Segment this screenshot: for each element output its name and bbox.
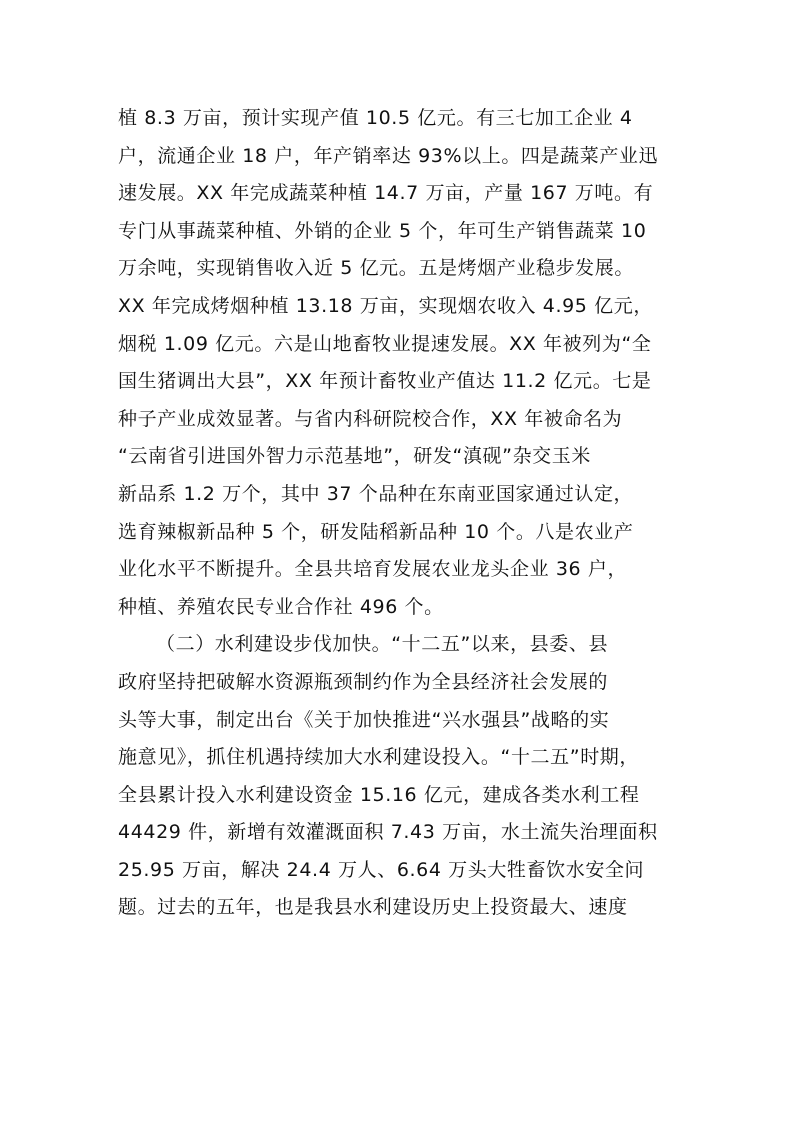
text-line: “云南省引进国外智力示范基地”，研发“滇砚”杂交玉米 bbox=[118, 445, 591, 468]
text-line: 全县累计投入水利建设资金 15.16 亿元，建成各类水利工程 bbox=[118, 783, 640, 806]
text-line: 植 8.3 万亩，预计实现产值 10.5 亿元。有三七加工企业 4 bbox=[118, 107, 633, 129]
text-line: 专门从事蔬菜种植、外销的企业 5 个，年可生产销售蔬菜 10 bbox=[118, 219, 647, 242]
text-line: 选育辣椒新品种 5 个，研发陆稻新品种 10 个。八是农业产 bbox=[118, 520, 634, 543]
text-line: 烟税 1.09 亿元。六是山地畜牧业提速发展。XX 年被列为“全 bbox=[118, 332, 652, 355]
text-line: 万余吨，实现销售收入近 5 亿元。五是烤烟产业稳步发展。 bbox=[118, 257, 634, 280]
text-line: 国生猪调出大县”，XX 年预计畜牧业产值达 11.2 亿元。七是 bbox=[118, 370, 652, 393]
text-line: 25.95 万亩，解决 24.4 万人、6.64 万头大牲畜饮水安全问 bbox=[118, 858, 645, 881]
text-line: 速发展。XX 年完成蔬菜种植 14.7 万亩，产量 167 万吨。有 bbox=[118, 182, 654, 205]
text-line: 施意见》，抓住机遇持续加大水利建设投入。“十二五”时期， bbox=[118, 746, 639, 769]
text-line: 业化水平不断提升。全县共培育发展农业龙头企业 36 户， bbox=[118, 558, 628, 581]
document-body bbox=[118, 100, 683, 927]
text-line: 政府坚持把破解水资源瓶颈制约作为全县经济社会发展的 bbox=[118, 670, 609, 693]
paragraph-start-line: （二）水利建设步伐加快。“十二五”以来，县委、县 bbox=[156, 633, 609, 656]
text-line: 种子产业成效显著。与省内科研院校合作，XX 年被命名为 bbox=[118, 407, 623, 430]
text-line: 题。过去的五年，也是我县水利建设历史上投资最大、速度 bbox=[118, 896, 628, 919]
text-line: 种植、养殖农民专业合作社 496 个。 bbox=[118, 595, 444, 618]
text-line: 新品系 1.2 万个，其中 37 个品种在东南亚国家通过认定， bbox=[118, 482, 634, 505]
text-line: 户，流通企业 18 户，年产销率达 93%以上。四是蔬菜产业迅 bbox=[118, 144, 659, 167]
text-line: 44429 件，新增有效灌溉面积 7.43 万亩，水土流失治理面积 bbox=[118, 821, 658, 844]
text-line: 头等大事，制定出台《关于加快推进“兴水强县”战略的实 bbox=[118, 708, 610, 731]
text-line: XX 年完成烤烟种植 13.18 万亩，实现烟农收入 4.95 亿元， bbox=[118, 294, 653, 317]
